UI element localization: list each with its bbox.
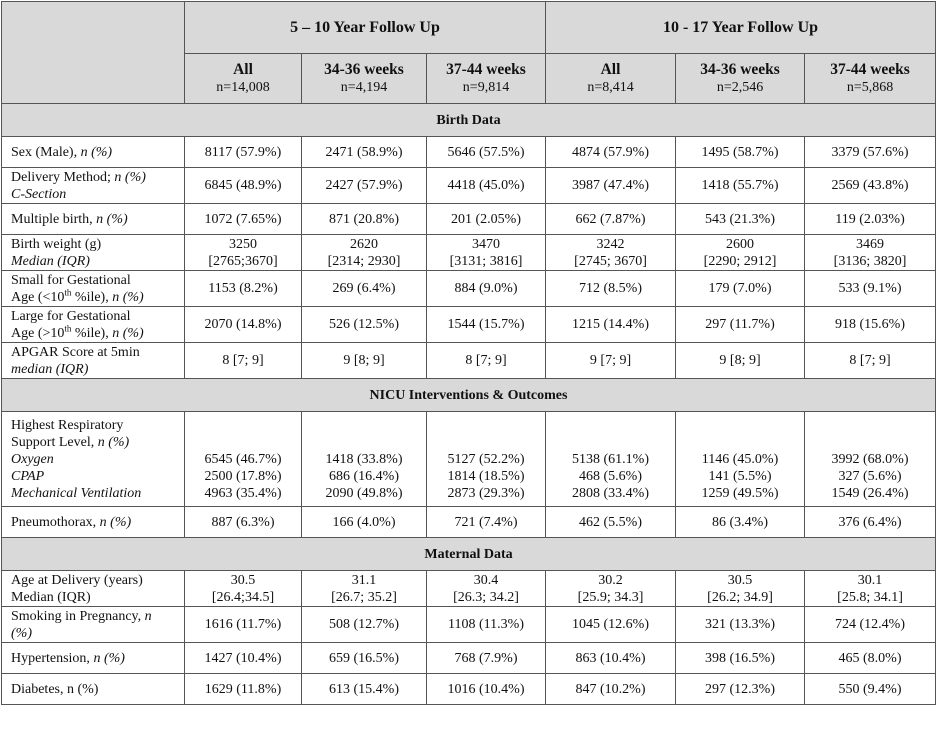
cell: 1418 (33.8%) 686 (16.4%) 2090 (49.8%): [302, 412, 427, 507]
row-label-diabetes: Diabetes, n (%): [2, 674, 185, 705]
row-label-pneumothorax: Pneumothorax, n (%): [2, 507, 185, 538]
cell: 871 (20.8%): [302, 204, 427, 235]
cell: 321 (13.3%): [676, 607, 805, 643]
row-label-multiple-birth: Multiple birth, n (%): [2, 204, 185, 235]
cell: 3379 (57.6%): [805, 137, 936, 168]
cell: 6545 (46.7%) 2500 (17.8%) 4963 (35.4%): [185, 412, 302, 507]
cell: 887 (6.3%): [185, 507, 302, 538]
table-row: [2, 643, 936, 674]
cell: 2070 (14.8%): [185, 307, 302, 343]
group-5-10-header: 5 – 10 Year Follow Up: [185, 2, 546, 54]
results-table: [1, 1, 936, 705]
cell: 1108 (11.3%): [427, 607, 546, 643]
table-row: [2, 137, 936, 168]
col-header: All n=14,008: [185, 54, 302, 104]
cell: 662 (7.87%): [546, 204, 676, 235]
cell: 4418 (45.0%): [427, 168, 546, 204]
cell: 2620 [2314; 2930]: [302, 235, 427, 271]
section-nicu: NICU Interventions & Outcomes: [2, 379, 936, 412]
cell: 884 (9.0%): [427, 271, 546, 307]
cell: 3242 [2745; 3670]: [546, 235, 676, 271]
table-row: [2, 271, 936, 307]
cell: 297 (12.3%): [676, 674, 805, 705]
section-birth-data: Birth Data: [2, 104, 936, 137]
cell: 398 (16.5%): [676, 643, 805, 674]
cell: 3470 [3131; 3816]: [427, 235, 546, 271]
cell: 1495 (58.7%): [676, 137, 805, 168]
cell: 4874 (57.9%): [546, 137, 676, 168]
cell: 2569 (43.8%): [805, 168, 936, 204]
cell: 8117 (57.9%): [185, 137, 302, 168]
cell: 201 (2.05%): [427, 204, 546, 235]
cell: 1418 (55.7%): [676, 168, 805, 204]
cell: 9 [7; 9]: [546, 343, 676, 379]
cell: 5646 (57.5%): [427, 137, 546, 168]
table-row: [2, 204, 936, 235]
cell: 712 (8.5%): [546, 271, 676, 307]
table-row: [2, 412, 936, 507]
cell: 9 [8; 9]: [302, 343, 427, 379]
cell: 1045 (12.6%): [546, 607, 676, 643]
cell: 533 (9.1%): [805, 271, 936, 307]
col-header: 37-44 weeks n=5,868: [805, 54, 936, 104]
cell: 659 (16.5%): [302, 643, 427, 674]
cell: 1629 (11.8%): [185, 674, 302, 705]
cell: 847 (10.2%): [546, 674, 676, 705]
cell: 1016 (10.4%): [427, 674, 546, 705]
cell: 8 [7; 9]: [427, 343, 546, 379]
cell: 721 (7.4%): [427, 507, 546, 538]
cell: 8 [7; 9]: [185, 343, 302, 379]
corner-cell: [2, 2, 185, 104]
cell: 3250 [2765;3670]: [185, 235, 302, 271]
cell: 30.2 [25.9; 34.3]: [546, 571, 676, 607]
cell: 30.4 [26.3; 34.2]: [427, 571, 546, 607]
group-10-17-header: 10 - 17 Year Follow Up: [546, 2, 936, 54]
row-label-birth-weight: Birth weight (g) Median (IQR): [2, 235, 185, 271]
col-header: 37-44 weeks n=9,814: [427, 54, 546, 104]
cell: 376 (6.4%): [805, 507, 936, 538]
row-label-apgar: APGAR Score at 5min median (IQR): [2, 343, 185, 379]
cell: 768 (7.9%): [427, 643, 546, 674]
cell: 3992 (68.0%) 327 (5.6%) 1549 (26.4%): [805, 412, 936, 507]
cell: 863 (10.4%): [546, 643, 676, 674]
cell: 2471 (58.9%): [302, 137, 427, 168]
cell: 9 [8; 9]: [676, 343, 805, 379]
table-row: [2, 235, 936, 271]
cell: 31.1 [26.7; 35.2]: [302, 571, 427, 607]
cell: 1427 (10.4%): [185, 643, 302, 674]
cell: 1146 (45.0%) 141 (5.5%) 1259 (49.5%): [676, 412, 805, 507]
table-row: [2, 674, 936, 705]
row-label-delivery: Delivery Method; n (%) C-Section: [2, 168, 185, 204]
table-row: [2, 307, 936, 343]
cell: 86 (3.4%): [676, 507, 805, 538]
cell: 30.5 [26.2; 34.9]: [676, 571, 805, 607]
cell: 465 (8.0%): [805, 643, 936, 674]
cell: 5127 (52.2%) 1814 (18.5%) 2873 (29.3%): [427, 412, 546, 507]
table-row: [2, 607, 936, 643]
col-header: All n=8,414: [546, 54, 676, 104]
cell: 269 (6.4%): [302, 271, 427, 307]
cell: 1072 (7.65%): [185, 204, 302, 235]
table-row: [2, 168, 936, 204]
table-row: [2, 571, 936, 607]
cell: 30.5 [26.4;34.5]: [185, 571, 302, 607]
section-maternal: Maternal Data: [2, 538, 936, 571]
row-label-sga: Small for Gestational Age (<10th %ile), n (%): [2, 271, 185, 307]
cell: 918 (15.6%): [805, 307, 936, 343]
col-header: 34-36 weeks n=4,194: [302, 54, 427, 104]
row-label-sex: Sex (Male), n (%): [2, 137, 185, 168]
cell: 1153 (8.2%): [185, 271, 302, 307]
cell: 508 (12.7%): [302, 607, 427, 643]
cell: 550 (9.4%): [805, 674, 936, 705]
cell: 1616 (11.7%): [185, 607, 302, 643]
cell: 2427 (57.9%): [302, 168, 427, 204]
cell: 119 (2.03%): [805, 204, 936, 235]
table-row: [2, 507, 936, 538]
cell: 2600 [2290; 2912]: [676, 235, 805, 271]
table-row: [2, 343, 936, 379]
cell: 3469 [3136; 3820]: [805, 235, 936, 271]
group-header-row: [2, 2, 936, 54]
cell: 5138 (61.1%) 468 (5.6%) 2808 (33.4%): [546, 412, 676, 507]
cell: 8 [7; 9]: [805, 343, 936, 379]
cell: 30.1 [25.8; 34.1]: [805, 571, 936, 607]
cell: 613 (15.4%): [302, 674, 427, 705]
cell: 543 (21.3%): [676, 204, 805, 235]
cell: 526 (12.5%): [302, 307, 427, 343]
cell: 3987 (47.4%): [546, 168, 676, 204]
cell: 166 (4.0%): [302, 507, 427, 538]
row-label-respiratory-support: Highest Respiratory Support Level, n (%) Oxygen CPAP Mechanical Ventilation: [2, 412, 185, 507]
cell: 462 (5.5%): [546, 507, 676, 538]
cell: 1544 (15.7%): [427, 307, 546, 343]
col-header: 34-36 weeks n=2,546: [676, 54, 805, 104]
row-label-hypertension: Hypertension, n (%): [2, 643, 185, 674]
cell: 297 (11.7%): [676, 307, 805, 343]
cell: 724 (12.4%): [805, 607, 936, 643]
cell: 179 (7.0%): [676, 271, 805, 307]
row-label-lga: Large for Gestational Age (>10th %ile), n (%): [2, 307, 185, 343]
cell: 6845 (48.9%): [185, 168, 302, 204]
row-label-smoking: Smoking in Pregnancy, n (%): [2, 607, 185, 643]
row-label-maternal-age: Age at Delivery (years) Median (IQR): [2, 571, 185, 607]
cell: 1215 (14.4%): [546, 307, 676, 343]
